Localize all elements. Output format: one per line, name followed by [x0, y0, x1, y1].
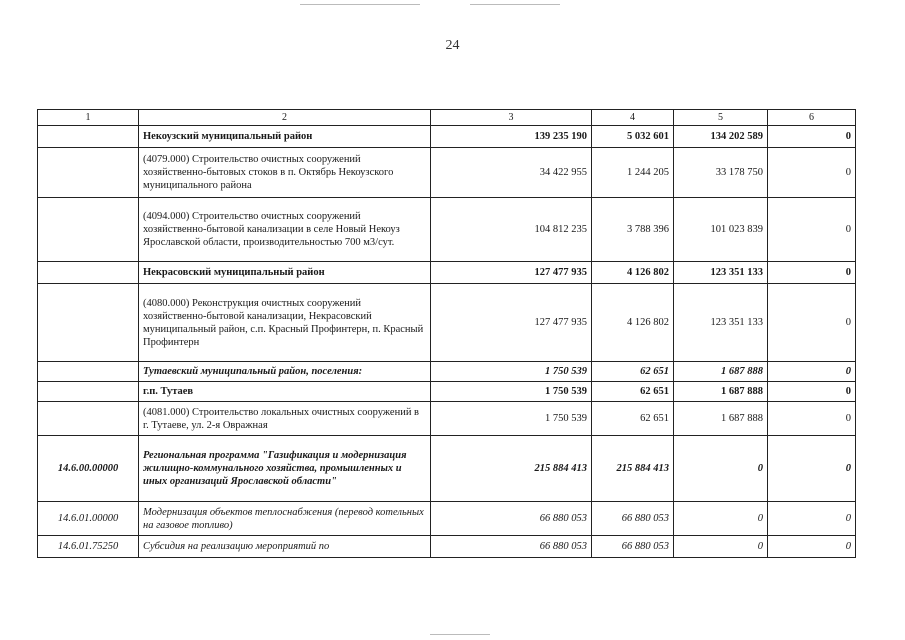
- value-col4-cell: 66 880 053: [592, 502, 674, 536]
- value-col4-cell: 215 884 413: [592, 436, 674, 502]
- code-cell: [38, 382, 139, 402]
- value-col5-cell: 0: [674, 502, 768, 536]
- value-col6-cell: 0: [768, 262, 856, 284]
- value-col5-cell: 101 023 839: [674, 198, 768, 262]
- description-cell: Региональная программа "Газификация и модернизация жилищно-коммунального хозяйства, промышленных и иных организаций Ярославской области": [139, 436, 431, 502]
- description-cell: Некрасовский муниципальный район: [139, 262, 431, 284]
- value-col3-cell: 1 750 539: [431, 362, 592, 382]
- value-col6-cell: 0: [768, 436, 856, 502]
- value-col4-cell: 62 651: [592, 402, 674, 436]
- code-cell: [38, 402, 139, 436]
- column-number: 2: [139, 110, 431, 126]
- description-cell: (4079.000) Строительство очистных сооружений хозяйственно-бытовых стоков в п. Октябрь Некоузского муниципального района: [139, 148, 431, 198]
- value-col6-cell: 0: [768, 284, 856, 362]
- value-col5-cell: 123 351 133: [674, 262, 768, 284]
- description-cell: Субсидия на реализацию мероприятий по: [139, 536, 431, 558]
- table-row: [38, 436, 856, 502]
- table-row: [38, 502, 856, 536]
- value-col5-cell: 1 687 888: [674, 362, 768, 382]
- value-col6-cell: 0: [768, 502, 856, 536]
- value-col6-cell: 0: [768, 362, 856, 382]
- scan-artifact: [430, 634, 490, 635]
- column-number: 4: [592, 110, 674, 126]
- value-col5-cell: 1 687 888: [674, 402, 768, 436]
- code-cell: [38, 362, 139, 382]
- table-row: [38, 536, 856, 558]
- value-col3-cell: 1 750 539: [431, 382, 592, 402]
- value-col4-cell: 4 126 802: [592, 262, 674, 284]
- table-row: [38, 198, 856, 262]
- column-number: 6: [768, 110, 856, 126]
- value-col6-cell: 0: [768, 402, 856, 436]
- value-col3-cell: 1 750 539: [431, 402, 592, 436]
- scan-artifact: [300, 4, 420, 5]
- description-cell: (4094.000) Строительство очистных сооружений хозяйственно-бытовой канализации в селе Новый Некоуз Ярославской области, производительностью 700 м3/сут.: [139, 198, 431, 262]
- value-col6-cell: 0: [768, 536, 856, 558]
- value-col3-cell: 66 880 053: [431, 536, 592, 558]
- value-col4-cell: 66 880 053: [592, 536, 674, 558]
- column-number-row: [38, 110, 856, 126]
- description-cell: (4080.000) Реконструкция очистных сооружений хозяйственно-бытовой канализации, Некрасовский муниципальный район, с.п. Красный Профинтерн, п. Красный Профинтерн: [139, 284, 431, 362]
- code-cell: 14.6.01.00000: [38, 502, 139, 536]
- value-col4-cell: 4 126 802: [592, 284, 674, 362]
- table-row: [38, 262, 856, 284]
- table-row: [38, 382, 856, 402]
- table-row: [38, 284, 856, 362]
- value-col4-cell: 1 244 205: [592, 148, 674, 198]
- value-col4-cell: 62 651: [592, 382, 674, 402]
- column-number: 3: [431, 110, 592, 126]
- code-cell: [38, 198, 139, 262]
- value-col3-cell: 66 880 053: [431, 502, 592, 536]
- description-cell: (4081.000) Строительство локальных очистных сооружений в г. Тутаеве, ул. 2-я Овражная: [139, 402, 431, 436]
- value-col5-cell: 33 178 750: [674, 148, 768, 198]
- budget-table: [37, 109, 856, 558]
- value-col3-cell: 127 477 935: [431, 262, 592, 284]
- scan-artifact: [470, 4, 560, 5]
- value-col5-cell: 0: [674, 436, 768, 502]
- value-col6-cell: 0: [768, 198, 856, 262]
- value-col4-cell: 3 788 396: [592, 198, 674, 262]
- description-cell: Некоузский муниципальный район: [139, 126, 431, 148]
- page-number: 24: [445, 38, 460, 53]
- value-col6-cell: 0: [768, 126, 856, 148]
- value-col3-cell: 34 422 955: [431, 148, 592, 198]
- value-col5-cell: 1 687 888: [674, 382, 768, 402]
- code-cell: 14.6.01.75250: [38, 536, 139, 558]
- column-number: 5: [674, 110, 768, 126]
- code-cell: [38, 126, 139, 148]
- description-cell: Модернизация объектов теплоснабжения (перевод котельных на газовое топливо): [139, 502, 431, 536]
- table-row: [38, 126, 856, 148]
- description-cell: Тутаевский муниципальный район, поселения:: [139, 362, 431, 382]
- table-row: [38, 362, 856, 382]
- table-row: [38, 148, 856, 198]
- value-col5-cell: 0: [674, 536, 768, 558]
- value-col3-cell: 127 477 935: [431, 284, 592, 362]
- value-col4-cell: 62 651: [592, 362, 674, 382]
- value-col3-cell: 215 884 413: [431, 436, 592, 502]
- value-col5-cell: 134 202 589: [674, 126, 768, 148]
- column-number: 1: [38, 110, 139, 126]
- value-col6-cell: 0: [768, 148, 856, 198]
- table-row: [38, 402, 856, 436]
- code-cell: [38, 148, 139, 198]
- code-cell: 14.6.00.00000: [38, 436, 139, 502]
- value-col3-cell: 139 235 190: [431, 126, 592, 148]
- value-col4-cell: 5 032 601: [592, 126, 674, 148]
- code-cell: [38, 262, 139, 284]
- value-col6-cell: 0: [768, 382, 856, 402]
- value-col3-cell: 104 812 235: [431, 198, 592, 262]
- description-cell: г.п. Тутаев: [139, 382, 431, 402]
- value-col5-cell: 123 351 133: [674, 284, 768, 362]
- code-cell: [38, 284, 139, 362]
